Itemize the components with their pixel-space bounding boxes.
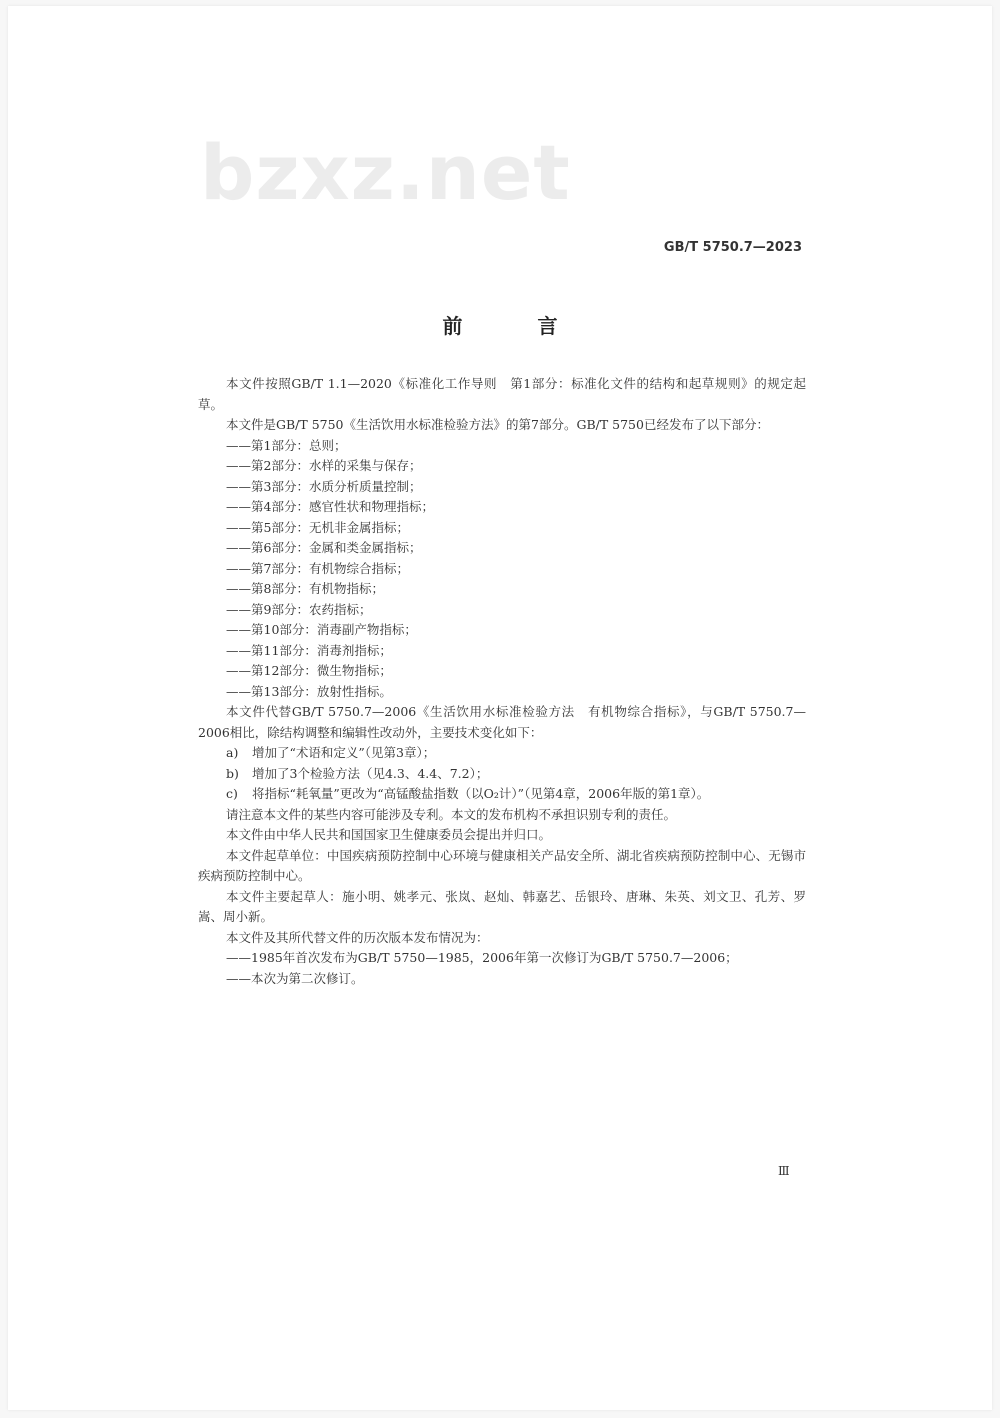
paragraph-drafters: 本文件主要起草人：施小明、姚孝元、张岚、赵灿、韩嘉艺、岳银玲、唐琳、朱英、刘文卫、孔芳、罗嵩、周小新。 bbox=[198, 888, 806, 924]
list-item: ——第3部分：水质分析质量控制； bbox=[226, 478, 422, 494]
standard-code: GB/T 5750.7—2023 bbox=[663, 240, 802, 255]
list-item: ——第12部分：微生物指标； bbox=[226, 663, 392, 678]
parts-list bbox=[198, 436, 806, 703]
list-item-text: 增加了“术语和定义”（见第3章）； bbox=[252, 745, 436, 760]
list-item: ——第10部分：消毒副产物指标； bbox=[226, 622, 417, 637]
list-item: ——第6部分：金属和类金属指标； bbox=[226, 540, 422, 555]
list-marker: a) bbox=[226, 745, 239, 760]
history-list bbox=[198, 948, 806, 989]
list-item: ——第7部分：有机物综合指标； bbox=[226, 560, 409, 576]
paragraph-series-intro: 本文件是GB/T 5750《生活饮用水标准检验方法》的第7部分。GB/T 5750已经发布了以下部分： bbox=[226, 417, 769, 432]
list-item: ——第8部分：有机物指标； bbox=[226, 581, 384, 596]
list-item: ——本次为第二次修订。 bbox=[226, 970, 364, 986]
list-item: ——1985年首次发布为GB/T 5750—1985，2006年第一次修订为GB/T 5750.7—2006； bbox=[226, 950, 738, 965]
page-number: Ⅲ bbox=[778, 1164, 790, 1178]
list-item: ——第11部分：消毒剂指标； bbox=[226, 642, 392, 658]
list-marker: c) bbox=[226, 786, 238, 801]
paragraph-drafting-units: 本文件起草单位：中国疾病预防控制中心环境与健康相关产品安全所、湖北省疾病预防控制中心、无锡市疾病预防控制中心。 bbox=[198, 847, 806, 883]
list-item bbox=[198, 784, 806, 805]
list-item bbox=[198, 764, 806, 785]
list-marker: b) bbox=[226, 765, 239, 781]
list-item bbox=[198, 743, 806, 764]
list-item: ——第1部分：总则； bbox=[226, 437, 347, 453]
list-item: ——第5部分：无机非金属指标； bbox=[226, 519, 409, 535]
paragraph-proposer: 本文件由中华人民共和国国家卫生健康委员会提出并归口。 bbox=[226, 827, 552, 842]
list-item-text: 将指标“耗氧量”更改为“高锰酸盐指数（以O₂计）”（见第4章，2006年版的第1章）。 bbox=[252, 786, 710, 801]
paragraph-replacement: 本文件代替GB/T 5750.7—2006《生活饮用水标准检验方法 有机物综合指标》，与GB/T 5750.7—2006相比，除结构调整和编辑性改动外，主要技术变化如下： bbox=[198, 704, 806, 740]
paragraph-history-intro: 本文件及其所代替文件的历次版本发布情况为： bbox=[226, 929, 489, 945]
page-title: 前 言 bbox=[442, 314, 592, 338]
document-body bbox=[198, 374, 806, 989]
changes-list bbox=[198, 743, 806, 805]
list-item: ——第4部分：感官性状和物理指标； bbox=[226, 499, 434, 514]
list-item: ——第2部分：水样的采集与保存； bbox=[226, 458, 422, 473]
paragraph-patent-notice: 请注意本文件的某些内容可能涉及专利。本文的发布机构不承担识别专利的责任。 bbox=[226, 806, 677, 822]
paragraph-drafting-rules: 本文件按照GB/T 1.1—2020《标准化工作导则 第1部分：标准化文件的结构和起草规则》的规定起草。 bbox=[198, 376, 806, 412]
list-item: ——第13部分：放射性指标。 bbox=[226, 683, 392, 699]
list-item-text: 增加了3个检验方法（见4.3、4.4、7.2）； bbox=[252, 765, 489, 781]
watermark: bzxz.net bbox=[200, 128, 571, 217]
list-item: ——第9部分：农药指标； bbox=[226, 601, 372, 617]
